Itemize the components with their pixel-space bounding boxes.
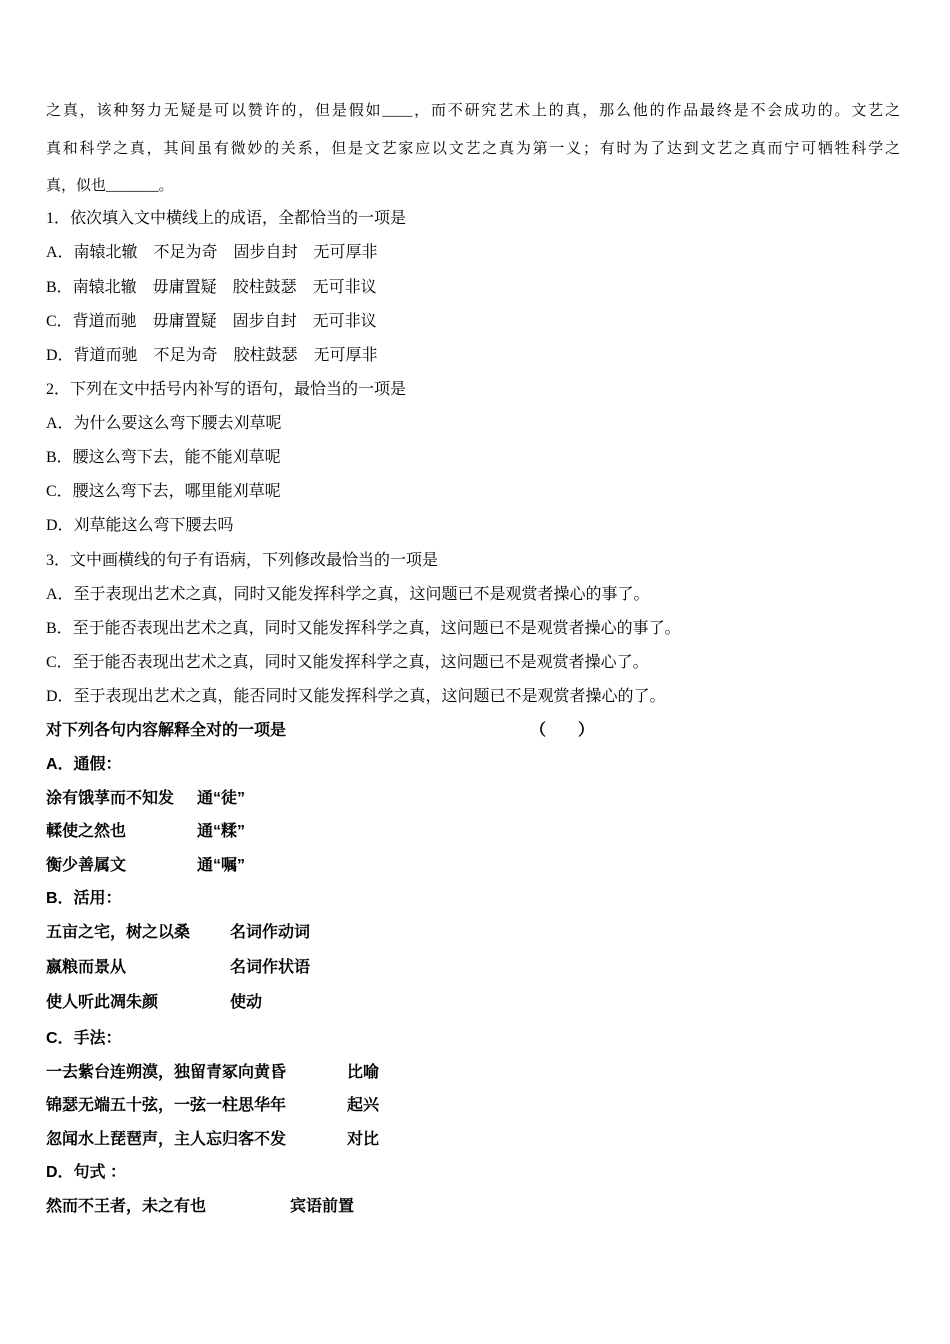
question-3-stem: 3．文中画横线的句子有语病，下列修改最恰当的一项是 bbox=[46, 552, 439, 569]
row-note: 起兴 bbox=[347, 1097, 380, 1114]
row-sentence: 涂有饿莩而不知发 bbox=[46, 790, 175, 807]
row-note: 宾语前置 bbox=[290, 1198, 355, 1215]
row-sentence: 使人听此凋朱颜 bbox=[46, 994, 159, 1011]
section-a-row-1 bbox=[46, 789, 246, 809]
row-sentence: 然而不王者，未之有也 bbox=[46, 1198, 207, 1215]
row-sentence: 衡少善属文 bbox=[46, 857, 127, 874]
section-a-heading: A．通假： bbox=[46, 756, 122, 773]
passage-line-3: 真，似也_______。 bbox=[46, 178, 174, 194]
section-c-row-2 bbox=[46, 1096, 380, 1116]
row-sentence: 嬴粮而景从 bbox=[46, 959, 127, 976]
row-note: 名词作状语 bbox=[230, 959, 311, 976]
row-sentence: 一去紫台连朔漠，独留青冢向黄昏 bbox=[46, 1064, 287, 1081]
section-a-row-3 bbox=[46, 856, 246, 876]
section-b-row-2 bbox=[46, 958, 311, 978]
question-3-option-c: C．至于能否表现出艺术之真，同时又能发挥科学之真，这问题已不是观赏者操心了。 bbox=[46, 654, 649, 671]
question-2-option-c: C．腰这么弯下去，哪里能刈草呢 bbox=[46, 483, 281, 500]
section-d-heading: D．句式 ： bbox=[46, 1164, 127, 1181]
row-note: 通“嘱” bbox=[197, 857, 246, 874]
row-note: 通“徒” bbox=[197, 790, 246, 807]
row-note: 比喻 bbox=[347, 1064, 380, 1081]
passage-line-1: 之真，该种努力无疑是可以赞许的，但是假如____，而不研究艺术上的真，那么他的作品最终是不会成功的。文艺之 bbox=[46, 103, 900, 119]
section-b-heading: B．活用： bbox=[46, 890, 122, 907]
section-b-row-1 bbox=[46, 923, 311, 943]
question-3-option-b: B．至于能否表现出艺术之真，同时又能发挥科学之真，这问题已不是观赏者操心的事了。 bbox=[46, 620, 681, 637]
question-2-stem: 2．下列在文中括号内补写的语句，最恰当的一项是 bbox=[46, 381, 407, 398]
question-3-option-d: D．至于表现出艺术之真，能否同时又能发挥科学之真，这问题已不是观赏者操心的了。 bbox=[46, 688, 666, 705]
section-c-row-3 bbox=[46, 1130, 380, 1150]
section-c-heading: C．手法： bbox=[46, 1030, 122, 1047]
question-1-option-a: A．南辕北辙 不足为奇 固步自封 无可厚非 bbox=[46, 244, 378, 261]
row-note: 使动 bbox=[230, 994, 263, 1011]
question-1-option-d: D．背道而驰 不足为奇 胶柱鼓瑟 无可厚非 bbox=[46, 347, 378, 364]
answer-bracket: （ ） bbox=[530, 722, 595, 739]
row-sentence: 忽闻水上琵琶声，主人忘归客不发 bbox=[46, 1131, 287, 1148]
section-d-row-1 bbox=[46, 1197, 355, 1217]
question-3-option-a: A．至于表现出艺术之真，同时又能发挥科学之真，这问题已不是观赏者操心的事了。 bbox=[46, 586, 650, 603]
section-b-row-3 bbox=[46, 993, 263, 1013]
question-2-option-b: B．腰这么弯下去，能不能刈草呢 bbox=[46, 449, 281, 466]
row-sentence: 锦瑟无端五十弦，一弦一柱思华年 bbox=[46, 1097, 287, 1114]
question-1-stem: 1．依次填入文中横线上的成语，全都恰当的一项是 bbox=[46, 210, 407, 227]
row-note: 通“糅” bbox=[197, 823, 246, 840]
question-2-option-a: A．为什么要这么弯下腰去刈草呢 bbox=[46, 415, 282, 432]
passage-line-2: 真和科学之真，其间虽有微妙的关系，但是文艺家应以文艺之真为第一义；有时为了达到文艺之真而宁可牺牲科学之 bbox=[46, 141, 900, 157]
question-1-option-c: C．背道而驰 毋庸置疑 固步自封 无可非议 bbox=[46, 313, 377, 330]
section-a-row-2 bbox=[46, 822, 246, 842]
question-2-option-d: D．刈草能这么弯下腰去吗 bbox=[46, 517, 234, 534]
row-note: 名词作动词 bbox=[230, 924, 311, 941]
question-4-line bbox=[46, 721, 595, 741]
question-1-option-b: B．南辕北辙 毋庸置疑 胶柱鼓瑟 无可非议 bbox=[46, 279, 377, 296]
row-note: 对比 bbox=[347, 1131, 380, 1148]
row-sentence: 輮使之然也 bbox=[46, 823, 127, 840]
question-4-stem: 对下列各句内容解释全对的一项是 bbox=[46, 722, 287, 739]
row-sentence: 五亩之宅，树之以桑 bbox=[46, 924, 191, 941]
section-c-row-1 bbox=[46, 1063, 380, 1083]
